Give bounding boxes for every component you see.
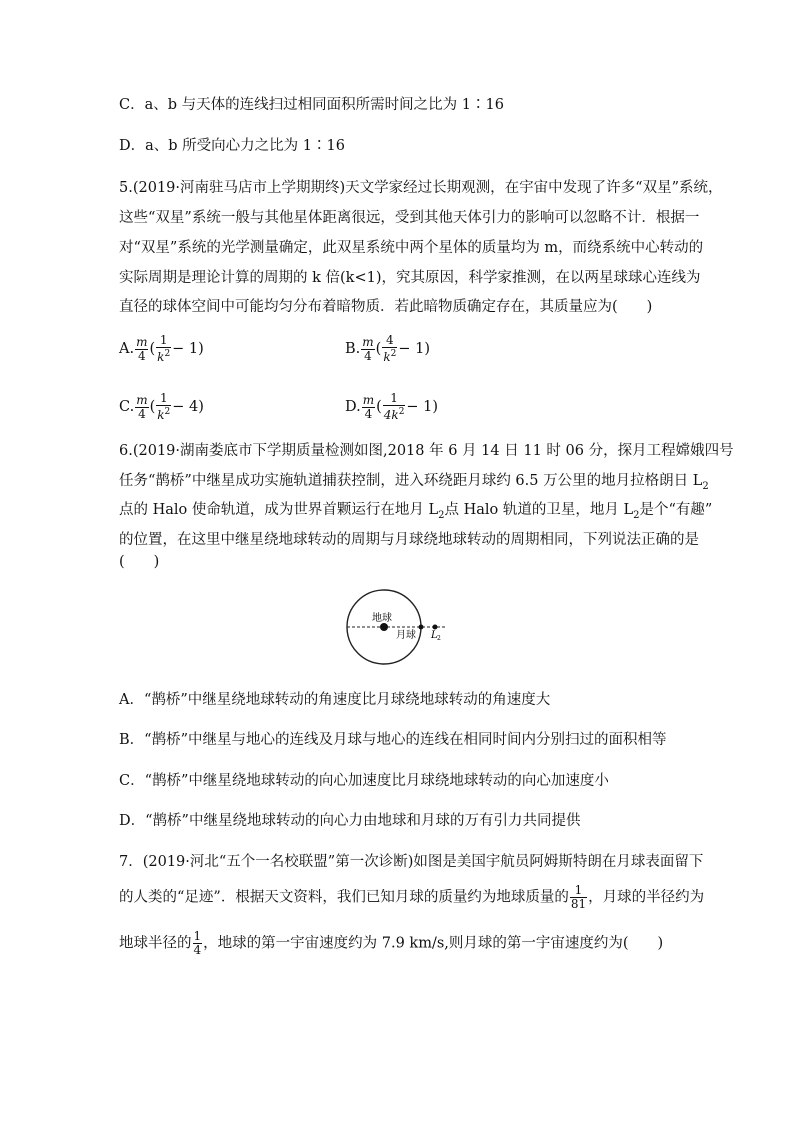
q4-option-d: D．a、b 所受向心力之比为 1∶16 bbox=[119, 138, 345, 154]
q7-line-1: 7．(2019·河北“五个一名校联盟”第一次诊断)如图是美国宇航员阿姆斯特朗在月球表面留下 bbox=[119, 854, 704, 870]
l2-subscript: 2 bbox=[437, 635, 441, 642]
q5-option-b: B. $\frac{m}{4}$ ( $\frac{4}{k^2}$ − 1) bbox=[345, 333, 430, 364]
q5-line-1: 5.(2019·河南驻马店市上学期期终)天文学家经过长期观测，在宇宙中发现了许多“双星”系统， bbox=[119, 180, 723, 196]
q5-line-2: 这些“双星”系统一般与其他星体距离很远，受到其他天体引力的影响可以忽略不计．根据一 bbox=[119, 210, 700, 226]
moon-dot bbox=[419, 625, 424, 630]
q5-line-4: 实际周期是理论计算的周期的 k 倍(k<1)，究其原因，科学家推测，在以两星球球心连线为 bbox=[119, 270, 701, 286]
q6-option-d: D．“鹊桥”中继星绕地球转动的向心力由地球和月球的万有引力共同提供 bbox=[119, 813, 581, 829]
q5-line-5: 直径的球体空间中可能均匀分布着暗物质．若此暗物质确定存在，其质量应为( ) bbox=[119, 299, 653, 315]
earth-dot bbox=[380, 623, 388, 631]
moon-label: 月球 bbox=[396, 630, 416, 641]
earth-moon-l2-diagram bbox=[340, 588, 460, 668]
l2-label: L bbox=[431, 630, 438, 641]
q5-option-c: C. $\frac{m}{4}$ ( $\frac{1}{k^2}$ − 4) bbox=[119, 391, 204, 422]
q6-option-b: B．“鹊桥”中继星与地心的连线及月球与地心的连线在相同时间内分别扫过的面积相等 bbox=[119, 732, 667, 748]
q6-line-4: 的位置，在这里中继星绕地球转动的周期与月球绕地球转动的周期相同，下列说法正确的是 bbox=[119, 532, 699, 548]
q6-line-1: 6.(2019·湖南娄底市下学期质量检测如图,2018 年 6 月 14 日 11 时 06 分，探月工程嫦娥四号 bbox=[119, 443, 734, 459]
q6-line-5: ( ) bbox=[119, 554, 160, 570]
q5-option-a: A. $\frac{m}{4}$ ( $\frac{1}{k^2}$ − 1) bbox=[119, 333, 204, 364]
q5-option-d: D. $\frac{m}{4}$ ( $\frac{1}{4k^2}$ − 1) bbox=[345, 391, 439, 422]
l2-dot bbox=[433, 625, 438, 630]
q6-line-3: 点的 Halo 使命轨道，成为世界首颗运行在地月 $L_2$点 Halo 轨道的卫星，地月 $L_2$是个“有趣” bbox=[119, 502, 713, 521]
q4-option-c: C．a、b 与天体的连线扫过相同面积所需时间之比为 1∶16 bbox=[119, 97, 504, 113]
q5-line-3: 对“双星”系统的光学测量确定，此双星系统中两个星体的质量均为 m，而绕系统中心转动的 bbox=[119, 240, 704, 256]
earth-label: 地球 bbox=[372, 613, 392, 624]
q7-line-2: 的人类的“足迹”．根据天文资料，我们已知月球的质量约为地球质量的 $\frac{1}{81}$ ，月球的半径约为 bbox=[119, 883, 705, 911]
q7-line-3: 地球半径的 $\frac{1}{4}$ ，地球的第一宇宙速度约为 7.9 km/s,则月球的第一宇宙速度约为( ) bbox=[119, 929, 664, 957]
q6-line-2: 任务“鹊桥”中继星成功实施轨道捕获控制，进入环绕距月球约 6.5 万公里的地月拉格朗日 $L_2$ bbox=[119, 473, 709, 492]
q6-option-a: A．“鹊桥”中继星绕地球转动的角速度比月球绕地球转动的角速度大 bbox=[119, 692, 551, 708]
q6-option-c: C．“鹊桥”中继星绕地球转动的向心加速度比月球绕地球转动的向心加速度小 bbox=[119, 773, 609, 789]
